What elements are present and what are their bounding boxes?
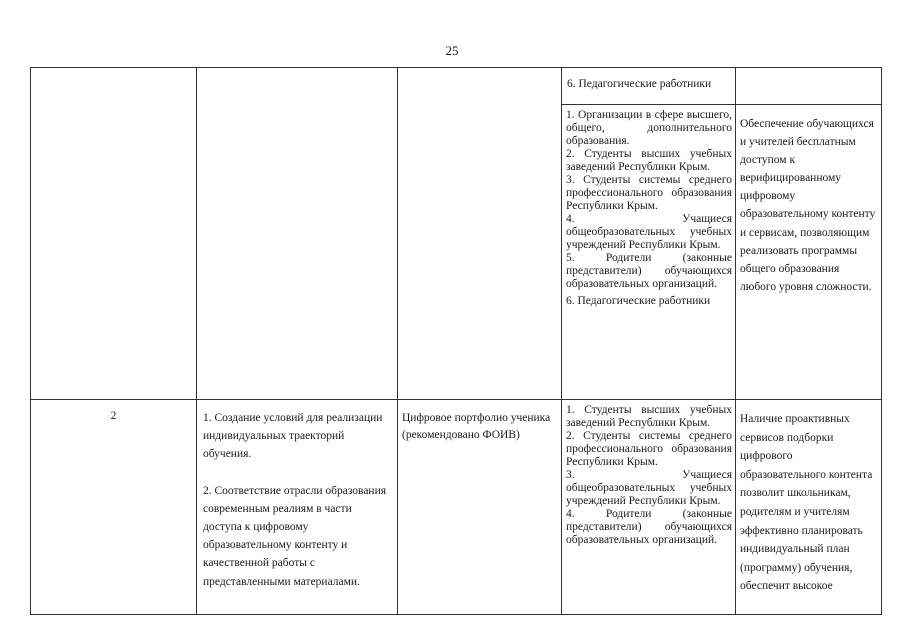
task-item: 1. Создание условий для реализации индивидуальных траекторий обучения.: [203, 412, 383, 461]
participant-item: 5. Родители (законные представители) обучающихся образовательных организаций.: [566, 252, 732, 290]
cell-effect: Обеспечение обучающихся и учителей бесплатным доступом к верифицированному цифровому образовательному контенту и сервисам, позволяющим реализовать программы общего образования любого уровня сложности.: [736, 105, 882, 400]
participant-item: 3. Учащиеся общеобразовательных учебных учреждений Республики Крым.: [566, 469, 732, 507]
task-item: 2. Соответствие отрасли образования современным реалиям в части доступа к цифровому образовательному контенту и качественной работы с представленными материалами.: [203, 484, 387, 588]
cell-effect: [736, 68, 882, 105]
table-row: [31, 68, 882, 105]
page-number: 25: [445, 43, 459, 58]
cell-effect: Наличие проактивных сервисов подборки цифрового образовательного контента позволит школьникам, родителям и учителям эффективно планировать индивидуальный план (программу) обучения, обеспечит высокое: [736, 400, 882, 615]
participant-item: 4. Родители (законные представители) обучающихся образовательных организаций.: [566, 508, 732, 546]
cell-number: [31, 68, 197, 400]
cell-participants: [562, 400, 736, 615]
cell-tasks: [197, 400, 398, 615]
cell-service: Цифровое портфолио ученика (рекомендовано ФОИВ): [398, 400, 562, 615]
cell-participants: [562, 105, 736, 400]
cell-number: 2: [31, 400, 197, 615]
participant-item: 3. Студенты системы среднего профессионального образования Республики Крым.: [566, 174, 732, 212]
participant-item: 1. Студенты высших учебных заведений Республики Крым.: [566, 404, 732, 429]
services-table: [30, 67, 882, 615]
cell-tasks: [197, 68, 398, 400]
participant-item: 1. Организации в сфере высшего, общего, дополнительного образования.: [566, 109, 732, 147]
participant-item: 4. Учащиеся общеобразовательных учебных учреждений Республики Крым.: [566, 213, 732, 251]
participant-item: 2. Студенты системы среднего профессионального образования Республики Крым.: [566, 430, 732, 468]
cell-participants: 6. Педагогические работники: [562, 68, 736, 105]
participant-item: 2. Студенты высших учебных заведений Республики Крым.: [566, 148, 732, 173]
table-row: [31, 400, 882, 615]
participant-item: 6. Педагогические работники: [566, 295, 711, 307]
cell-service: [398, 68, 562, 400]
